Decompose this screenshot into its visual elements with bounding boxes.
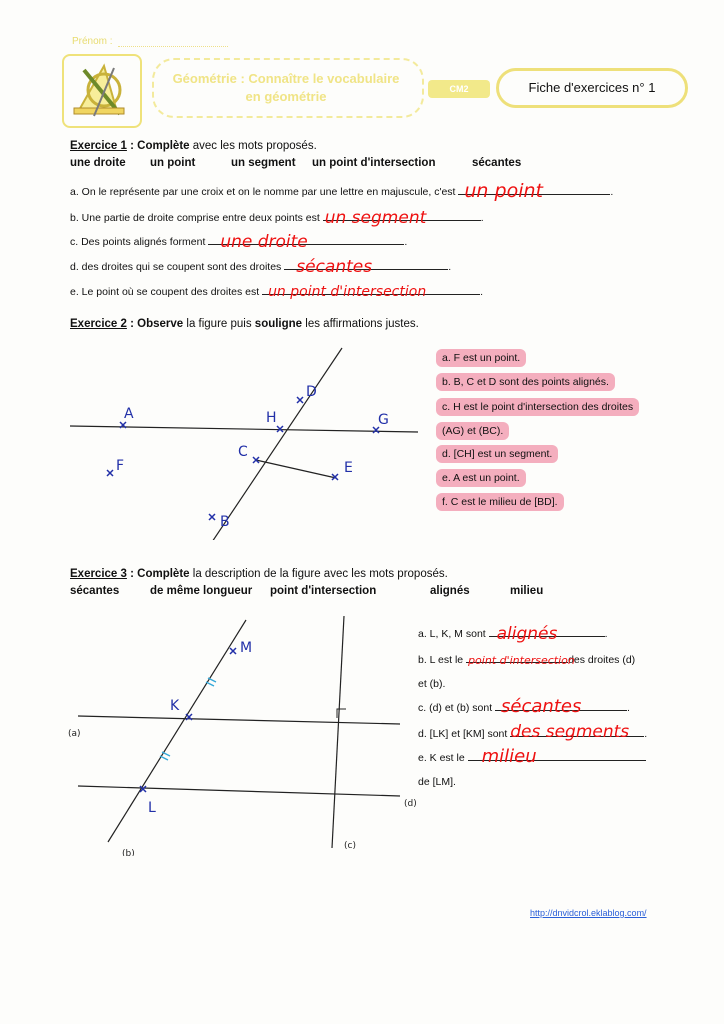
ex3-word-4: alignés (430, 585, 470, 597)
ex2-statement-d-text: d. [CH] est un segment. (436, 445, 558, 463)
ex3-verb: Complète (137, 568, 190, 580)
title-line-1: Géométrie : Connaître le vocabulaire (172, 71, 400, 86)
label-h: H (266, 410, 277, 426)
label-m: M (240, 640, 253, 656)
ex3-item-b-line2: et (b). (418, 678, 446, 690)
label-line-c: (c) (344, 841, 356, 851)
ex1-answer-a: un point (464, 180, 543, 202)
tick-lk (160, 752, 170, 760)
ex1-word-1: une droite (70, 157, 126, 169)
line-a (78, 716, 400, 724)
ex1-answer-a-field[interactable] (458, 180, 610, 202)
ex2-statement-b-text: b. B, C et D sont des points alignés. (436, 373, 615, 391)
ex1-label: Exercice 1 (70, 140, 127, 152)
geometry-logo (62, 54, 142, 128)
segment-ce (256, 460, 336, 478)
ex2-label: Exercice 2 (70, 318, 127, 330)
label-line-d: (d) (404, 799, 417, 809)
ex3-item-e-text: e. K est le (418, 752, 465, 764)
line-b (108, 620, 246, 842)
ex3-item-b-post: des droites (d) (568, 654, 636, 666)
ex3-answer-b-field[interactable] (466, 654, 575, 667)
ex1-item-a-text: a. On le représente par une croix et on le nomme par une lettre en majuscule, c'est (70, 186, 456, 198)
line-bc (210, 348, 342, 540)
ex2-statement-c[interactable] (436, 401, 639, 413)
ex1-item-e-text: e. Le point où se coupent des droites est (70, 286, 260, 298)
ex3-item-d-text: d. [LK] et [KM] sont (418, 728, 508, 740)
ex1-answer-b-field[interactable] (323, 208, 481, 228)
label-f: F (116, 458, 125, 474)
ex1-answer-d: sécantes (296, 257, 373, 277)
ex3-word-5: milieu (510, 585, 544, 597)
ex3-word-3: point d'intersection (270, 585, 377, 597)
tick-km (206, 678, 216, 686)
ex2-statement-c-cont[interactable] (436, 425, 509, 437)
ex1-item-d: d. des droites qui se coupent sont des droites sécantes . (70, 257, 452, 277)
ex3-item-e (418, 746, 646, 767)
level-badge: CM2 (428, 80, 490, 98)
ex2-statement-d[interactable] (436, 448, 558, 460)
prenom-label: Prénom : (72, 36, 113, 47)
ex1-answer-e: un point d'intersection (268, 284, 427, 300)
label-e: E (344, 460, 353, 476)
ex1-item-b: b. Une partie de droite comprise entre deux points est un segment . (70, 208, 484, 228)
ex3-item-e-line2: de [LM]. (418, 776, 456, 788)
ex3-item-b (418, 654, 635, 666)
ex2-statement-f-text: f. C est le milieu de [BD]. (436, 493, 564, 511)
fiche-label: Fiche d'exercices n° 1 (528, 80, 656, 95)
ex2-verb1: Observe (137, 318, 184, 330)
ex3-item-c: c. (d) et (b) sont sécantes . (418, 696, 630, 717)
ex1-item-e: e. Le point où se coupent des droites est un point d'intersection . (70, 284, 483, 300)
ex3-answer-b: point d'intersection (468, 654, 575, 667)
geometry-tools-icon (64, 56, 140, 126)
ex3-answer-e-field[interactable] (468, 746, 646, 767)
ex3-item-c-text: c. (d) et (b) sont (418, 702, 493, 714)
ex2-verb2: souligne (254, 318, 303, 330)
ex2-rest: les affirmations justes. (302, 318, 419, 330)
ex3-title (70, 568, 448, 580)
cross-b (209, 514, 215, 520)
ex2-statement-e[interactable] (436, 472, 526, 484)
ex1-word-4: un point d'intersection (312, 157, 436, 169)
ex3-item-d: d. [LK] et [KM] sont des segments . (418, 722, 648, 742)
ex2-figure (60, 340, 430, 540)
ex3-answer-c: sécantes (501, 696, 582, 717)
line-ag (70, 426, 418, 432)
ex1-answer-b: un segment (324, 208, 427, 228)
label-d: D (306, 384, 317, 400)
ex2-statement-c2-text: (AG) et (BC). (436, 422, 509, 440)
cross-f (107, 470, 113, 476)
ex3-instruction: la description de la figure avec les mots proposés. (189, 568, 448, 580)
ex2-sep: : (126, 318, 138, 330)
ex3-answer-a: alignés (496, 624, 558, 644)
label-a: A (124, 406, 134, 422)
label-k: K (170, 698, 180, 714)
ex3-label: Exercice 3 (70, 568, 127, 580)
ex3-word-2: de même longueur (150, 585, 253, 597)
page-title (152, 70, 420, 106)
ex3-item-a: a. L, K, M sont alignés . (418, 624, 608, 644)
title-line-2: en géométrie (245, 89, 327, 104)
label-l: L (148, 800, 156, 816)
ex1-item-c: c. Des points alignés forment une droite . (70, 232, 408, 252)
line-d (78, 786, 400, 796)
ex2-statement-a[interactable] (436, 352, 526, 364)
ex1-item-d-text: d. des droites qui se coupent sont des droites (70, 261, 282, 273)
cross-m (230, 648, 236, 654)
ex2-statement-a-text: a. F est un point. (436, 349, 526, 367)
label-line-b: (b) (122, 849, 135, 856)
ex1-word-2: un point (150, 157, 196, 169)
ex2-mid: la figure puis (183, 318, 255, 330)
ex3-word-1: sécantes (70, 585, 120, 597)
line-c (332, 616, 344, 848)
label-c: C (238, 444, 248, 460)
prenom-line (118, 46, 228, 47)
ex1-instruction: avec les mots proposés. (189, 140, 317, 152)
ex1-title (70, 140, 317, 152)
ex1-item-c-text: c. Des points alignés forment (70, 236, 206, 248)
label-line-a: (a) (68, 729, 81, 739)
label-b: B (220, 514, 230, 530)
ex3-answer-d: des segments (510, 722, 630, 742)
ex3-item-b-text: b. L est le (418, 654, 464, 666)
ex2-statement-e-text: e. A est un point. (436, 469, 526, 487)
ex1-verb: Complète (137, 140, 190, 152)
ex3-figure (60, 606, 420, 856)
ex1-word-5: sécantes (472, 157, 522, 169)
label-g: G (378, 412, 389, 428)
cross-d (297, 397, 303, 403)
ex2-statement-c-text: c. H est le point d'intersection des droites (436, 398, 639, 416)
ex2-statement-b[interactable] (436, 376, 615, 388)
ex1-answer-c: une droite (220, 232, 308, 252)
ex2-statement-f[interactable] (436, 496, 564, 508)
ex3-item-a-text: a. L, K, M sont (418, 628, 486, 640)
ex1-item-b-text: b. Une partie de droite comprise entre deux points est (70, 212, 320, 224)
footer-url[interactable]: http://dnvidcrol.eklablog.com/ (530, 908, 647, 918)
ex1-word-3: un segment (231, 157, 296, 169)
ex3-sep: : (126, 568, 138, 580)
ex2-title (70, 318, 419, 330)
ex1-item-a: a. On le représente par une croix et on le nomme par une lettre en majuscule, c'est un point . (70, 180, 614, 202)
ex1-answer-d-field[interactable] (284, 257, 448, 277)
ex3-answer-e: milieu (481, 746, 537, 767)
ex1-sep: : (126, 140, 138, 152)
